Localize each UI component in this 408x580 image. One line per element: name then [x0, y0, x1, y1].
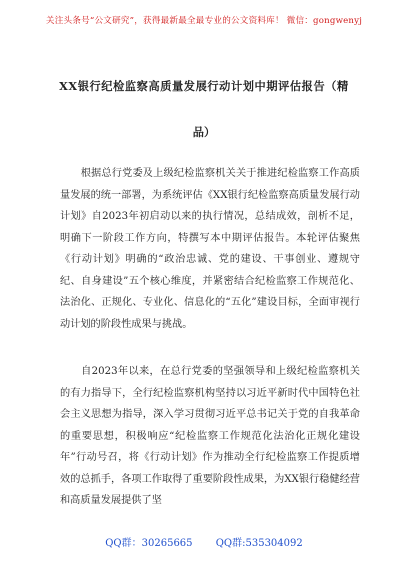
promo-banner: 关注头条号“公文研究”，获得最新最全最专业的公文资料库！ 微信：gongwenyj	[45, 16, 363, 26]
qq-group-1: QQ群：30265665	[105, 538, 193, 549]
qq-group-2: QQ群:535304092	[215, 538, 303, 549]
body-paragraph-2: 自2023年以来，在总行党委的坚强领导和上级纪检监察机关的有力指导下，全行纪检监察机构坚持以习近平新时代中国特色社会主义思想为指导，深入学习贯彻习近平总书记关于党的自我革命的重要思想，积极响应“纪检监察工作规范化法治化正规化建设年”行动号召，将《行动计划》作为推动全行纪检监察工作提质增效的总抓手，各项工作取得了重要阶段性成果，为XX银行稳健经营和高质量发展提供了坚	[60, 366, 360, 506]
document-title: XX银行纪检监察高质量发展行动计划中期评估报告（精	[59, 79, 349, 93]
footer-contact	[0, 534, 408, 549]
body-paragraph-1: 根据总行党委及上级纪检监察机关关于推进纪检监察工作高质量发展的统一部署，为系统评估《XX银行纪检监察高质量发展行动计划》自2023年初启动以来的执行情况，总结成效，剖析不足，明确下一阶段工作方向，特撰写本中期评估报告。本轮评估聚焦《行动计划》明确的“政治忠诚、党的建设、干事创业、遵规守纪、自身建设”五个核心维度，并紧密结合纪检监察工作规范化、法治化、正规化、专业化、信息化的“五化”建设目标，全面审视行动计划的阶段性成果与挑战。	[60, 168, 360, 330]
document-title-continuation: 品）	[192, 125, 216, 139]
